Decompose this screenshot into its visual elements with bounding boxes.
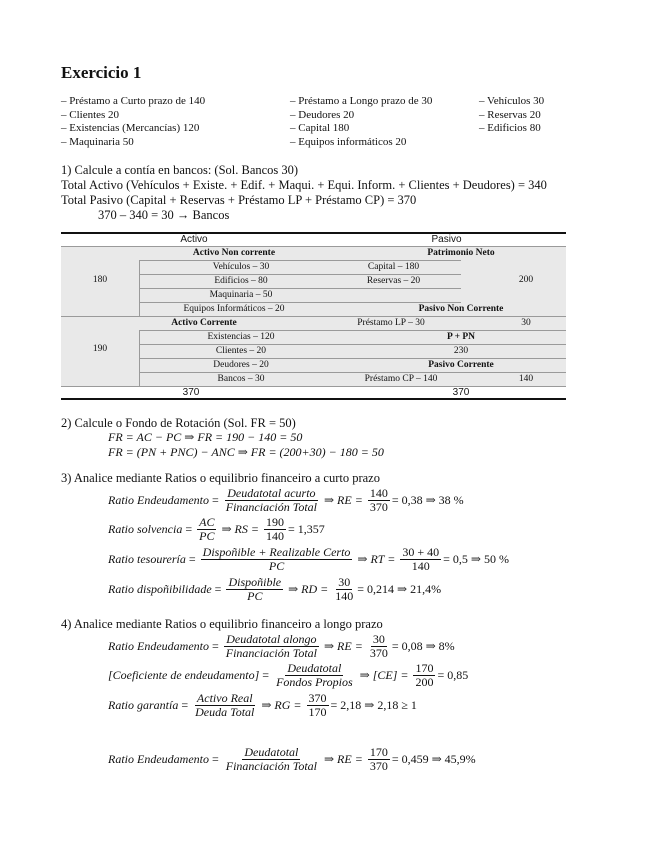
list-item: – Equipos informáticos 20 <box>290 135 407 148</box>
q2-formula-1: FR = AC − PC ⇒ FR = 190 − 140 = 50 <box>108 430 303 444</box>
q2-formula-2: FR = (PN + PNC) − ANC ⇒ FR = (200+30) − 180 = 50 <box>108 445 384 459</box>
anc-item: Equipos Informáticos – 20 <box>183 304 285 314</box>
header-pasivo: Pasivo <box>431 234 462 245</box>
q4-title: 4) Analice mediante Ratios o equilibrio financeiro a longo prazo <box>61 617 383 631</box>
pn-item: Reservas – 20 <box>366 276 421 286</box>
list-item: – Deudores 20 <box>290 108 355 121</box>
list-item: – Existencias (Mercancías) 120 <box>61 122 200 135</box>
ratio-endeudamento-lp: Ratio Endeudamento = $\frac{\text{Deudatotal alongo}}{\text{Financiación Total}}$ ⇒ RE = $\frac{30}{370}$ = 0,08 ⇒ 8% <box>108 631 455 660</box>
ratio-endeudamento-cp: Ratio Endeudamento = $\frac{\text{Deudatotal acurto}}{\text{Financiación Total}}$ ⇒ RE = $\frac{140}{370}$ = 0,38 ⇒ 38 % <box>108 485 464 514</box>
pc-total: 140 <box>518 374 534 384</box>
q1-total-activo: Total Activo (Vehículos + Existe. + Edif. + Maqui. + Equi. Inform. + Clientes + Deudores) = 340 <box>61 178 547 192</box>
data-list-col3 <box>479 95 544 136</box>
anc-item: Edificios – 80 <box>214 276 268 286</box>
pn-title: Patrimonio Neto <box>427 248 495 258</box>
ratio-disponibilidade: Ratio dispoñibilidade = $\frac{\text{Dispoñible}}{PC}$ ⇒ RD = $\frac{30}{140}$ = 0,214 ⇒ 21,4% <box>108 574 442 603</box>
list-item: – Maquinaria 50 <box>61 135 134 148</box>
balance-table <box>61 232 566 400</box>
pc-item: Préstamo CP – 140 <box>364 374 438 384</box>
anc-item: Maquinaria – 50 <box>209 290 273 300</box>
data-list-col2 <box>290 95 432 149</box>
list-item: – Préstamo a Longo prazo de 30 <box>290 95 433 107</box>
pnc-item: Préstamo LP – 30 <box>357 318 425 328</box>
coeficiente-endeudamento: [Coeficiente de endeudamento] = $\frac{\text{Deudatotal}}{\text{Fondos Propios}}$ ⇒ [CE] = $\frac{170}{200}$ = 0,85 <box>108 660 469 689</box>
ratio-solvencia: Ratio solvencia = $\frac{AC}{PC}$ ⇒ RS = $\frac{190}{140}$ = 1,357 <box>108 514 325 543</box>
ac-item: Clientes – 20 <box>215 346 267 356</box>
ratio-endeudamento-total: Ratio Endeudamento = $\frac{\text{Deudatotal}}{\text{Financiación Total}}$ ⇒ RE = $\frac{170}{370}$ = 0,459 ⇒ 45,9% <box>108 744 476 773</box>
ratio-tesoureria: Ratio tesourería = $\frac{\text{Dispoñible + Realizable Certo}}{PC}$ ⇒ RT = $\frac{30 + 40}{140}$ = 0,5 ⇒ 50 % <box>108 544 509 573</box>
list-item: – Edificios 80 <box>479 122 541 135</box>
ac-item: Existencias – 120 <box>207 332 275 342</box>
ac-total: 190 <box>92 344 108 354</box>
ac-item: Deudores – 20 <box>213 360 269 370</box>
ac-item: Bancos – 30 <box>217 374 265 384</box>
anc-title: Activo Non corrente <box>192 248 276 258</box>
pn-total: 200 <box>518 275 534 285</box>
q1-result: 370 – 340 = 30 → Bancos <box>98 208 230 222</box>
ratio-garantia: Ratio garantía = $\frac{\text{Activo Real}}{\text{Deuda Total}}$ ⇒ RG = $\frac{370}{170}$ = 2,18 ⇒ 2,18 ≥ 1 <box>108 690 417 719</box>
list-item: – Préstamo a Curto prazo de 140 <box>61 95 206 107</box>
ppn-title: P + PN <box>446 332 476 342</box>
pnc-title: Pasivo Non Corrente <box>418 304 504 314</box>
list-item: – Reservas 20 <box>479 108 541 121</box>
pnc-total: 30 <box>521 318 531 328</box>
list-item: – Vehículos 30 <box>479 95 545 107</box>
total-activo: 370 <box>182 387 200 398</box>
page-title: Exercicio 1 <box>61 63 142 82</box>
q2-title: 2) Calcule o Fondo de Rotación (Sol. FR = 50) <box>61 416 296 430</box>
list-item: – Clientes 20 <box>61 108 120 121</box>
pn-item: Capital – 180 <box>367 262 420 272</box>
q1-title: 1) Calcule a contía en bancos: (Sol. Bancos 30) <box>61 163 299 177</box>
q1-total-pasivo: Total Pasivo (Capital + Reservas + Préstamo LP + Préstamo CP) = 370 <box>61 193 417 207</box>
anc-total: 180 <box>92 275 108 285</box>
anc-item: Vehículos – 30 <box>212 262 270 272</box>
list-item: – Capital 180 <box>290 122 350 135</box>
total-pasivo: 370 <box>452 387 470 398</box>
pc-title: Pasivo Corrente <box>428 360 494 370</box>
q3-title: 3) Analice mediante Ratios o equilibrio financeiro a curto prazo <box>61 471 380 485</box>
header-activo: Activo <box>180 234 208 245</box>
data-list-col1 <box>61 95 205 149</box>
ppn-total: 230 <box>453 346 469 356</box>
ac-title: Activo Corrente <box>171 318 237 328</box>
